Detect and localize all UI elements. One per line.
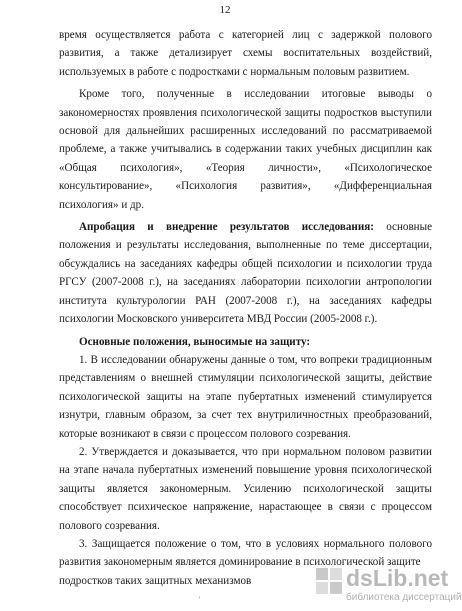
- theses-heading: Основные положения, выносимые на защиту:: [79, 335, 311, 348]
- paragraph-1: время осуществляется работа с категорией лиц с задержкой полового развития, а также детализирует схемы воспитательных воздействий, используемых в работе с подростками с нормальным половым развитием.: [59, 29, 432, 78]
- page-mark: ʼ: [198, 595, 201, 604]
- approbation-text: основные положения и результаты исследования, выполненные по теме диссертации, обсуждались на заседаниях кафедры общей психологии и психологии труда РГСУ (2007-2008 г.), на заседаниях лаборатории психологии антропологии института культурологии РАН (2007-2008 г.), на заседаниях кафедры психологии Московского университета МВД России (2005-2008 г.).: [59, 221, 432, 326]
- thesis-1: 1. В исследовании обнаружены данные о том, что вопреки традиционным представлениям о внешней стимуляции психологической защиты, действие психологической защиты на этапе пубертатных изменений стимулируется изнутри, главным образом, за счет тех внутриличностных преобразований, которые возникают в связи с процессом полового созревания.: [59, 353, 432, 440]
- thesis-3: 3. Защищается положение о том, что в условиях нормального полового развития закономерным является доминирование в психологической защите: [59, 537, 432, 569]
- page-number: 12: [219, 4, 231, 16]
- thesis-3-continued: подростков таких защитных механизмов: [59, 574, 252, 587]
- watermark-title: dsLib.net: [346, 565, 449, 591]
- paragraph-approbation: [59, 218, 432, 328]
- dslib-watermark: [316, 565, 462, 606]
- paragraph-2: Кроме того, полученные в исследовании итоговые выводы о закономерностях проявления психологической защиты подростков выступили основой для дальнейших расширенных исследований по рассматриваемой проблеме, а также учитывались в содержании таких учебных дисциплин как «Общая психология», «Теория личности», «Психологическое консультирование», «Психология развития», «Дифференциальная психология» и др.: [59, 88, 432, 211]
- approbation-heading: Апробация и внедрение результатов исследования:: [79, 221, 374, 234]
- document-body: [59, 26, 432, 590]
- watermark-subtitle: библиотека диссертаций: [346, 592, 462, 603]
- dslib-logo-icon: [316, 568, 342, 594]
- thesis-2: 2. Утверждается и доказывается, что при нормальном половом развитии на этапе начала пубертатных изменений повышение уровня психологической защиты является закономерным. Усилению психологической защиты способствует психическое напряжение, нарастающее в связи с процессом полового созревания.: [59, 445, 432, 532]
